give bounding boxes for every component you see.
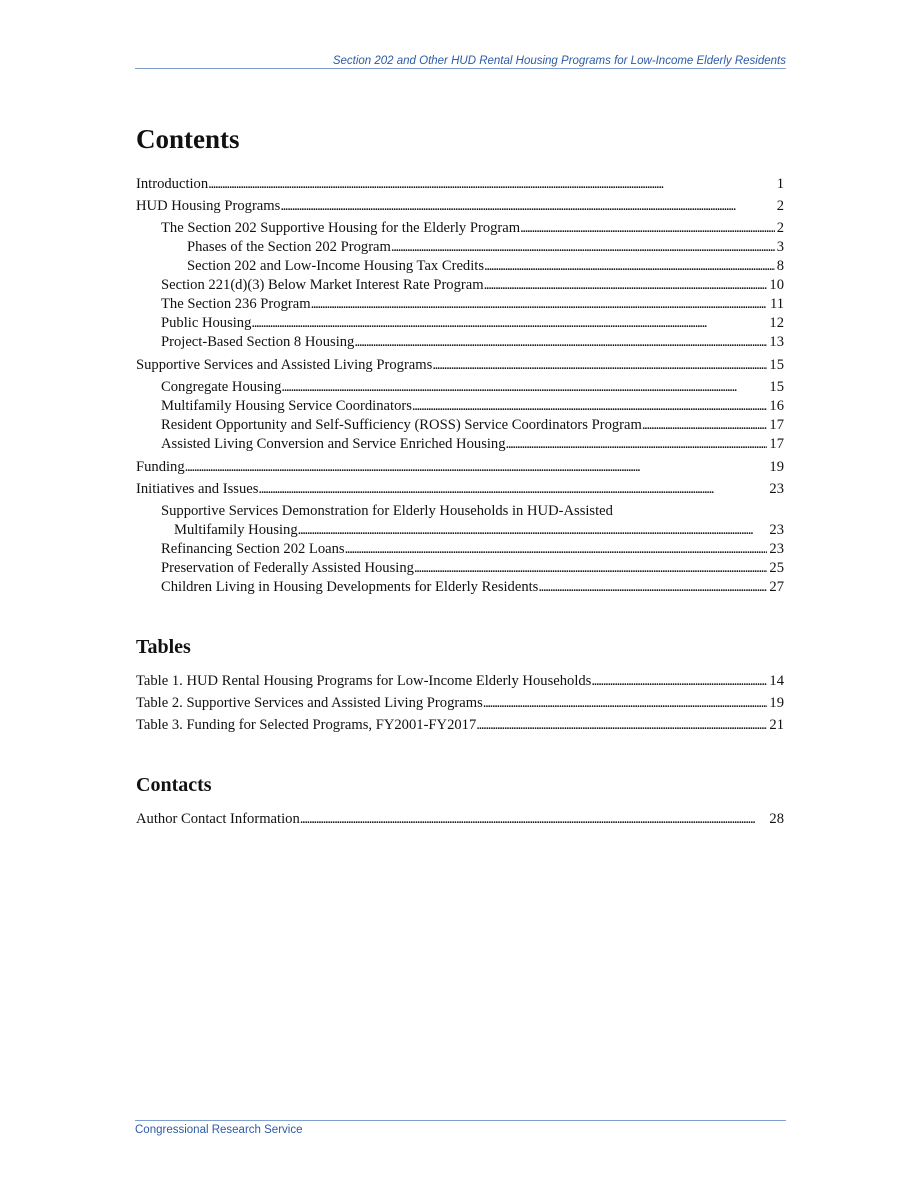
toc-entry-text: Assisted Living Conversion and Service Enriched Housing [161,436,506,452]
leader-dots [538,578,767,597]
toc-entry-service-coordinators[interactable] [161,397,784,416]
toc-entry-text: HUD Housing Programs [136,198,281,214]
toc-entry-section-236[interactable] [161,295,784,314]
leader-dots [345,540,768,559]
toc-entry-text: Multifamily Housing [174,522,298,538]
toc-entry-supportive-services-demo[interactable] [174,521,784,540]
toc-entry-text: Project-Based Section 8 Housing [161,334,355,350]
toc-entry-page: 1 [776,176,784,192]
toc-entry-text: Initiatives and Issues [136,481,259,497]
toc-entry-introduction[interactable] [136,175,784,194]
leader-dots [414,559,767,578]
tables-heading: Tables [136,636,191,658]
leader-dots [412,397,768,416]
toc-entry-page: 21 [769,717,784,733]
toc-entry-page: 19 [769,459,784,475]
toc-entry-page: 27 [769,579,784,595]
toc-entry-page: 12 [769,315,784,331]
toc-entry-page: 19 [769,695,784,711]
toc-entry-text: Supportive Services and Assisted Living Programs [136,357,433,373]
toc-entry-page: 15 [769,379,784,395]
toc-entry-page: 16 [769,398,784,414]
running-header: Section 202 and Other HUD Rental Housing Programs for Low-Income Elderly Residents [135,55,786,69]
toc-entry-text: Phases of the Section 202 Program [187,239,391,255]
leader-dots [300,810,768,829]
toc-entry-page: 8 [776,258,784,274]
toc-entry-page: 2 [776,198,784,214]
toc-entry-text: Table 3. Funding for Selected Programs, FY2001-FY2017 [136,717,477,733]
toc-entry-assisted-living-conversion[interactable] [161,435,784,454]
toc-entry-page: 23 [769,522,784,538]
toc-entry-text: Preservation of Federally Assisted Housing [161,560,414,576]
toc-entry-project-based-section-8[interactable] [161,333,784,352]
toc-entry-section-221d3[interactable] [161,276,784,295]
leader-dots [258,480,767,499]
footer-org-name: Congressional Research Service [135,1124,303,1136]
leader-dots [506,435,768,454]
toc-entry-preservation[interactable] [161,559,784,578]
leader-dots [391,238,775,257]
leader-dots [642,416,768,435]
leader-dots [520,219,775,238]
toc-entry-page: 14 [769,673,784,689]
toc-entry-text: Section 202 and Low-Income Housing Tax Credits [187,258,485,274]
toc-entry-text: The Section 236 Program [161,296,311,312]
toc-table-3[interactable] [136,716,784,735]
toc-entry-text: Funding [136,459,185,475]
leader-dots [354,333,767,352]
toc-entry-text: Table 1. HUD Rental Housing Programs for Low-Income Elderly Households [136,673,592,689]
leader-dots [208,175,775,194]
leader-dots [298,521,768,540]
toc-entry-page: 11 [769,296,784,312]
toc-entry-page: 23 [769,481,784,497]
toc-entry-text: Public Housing [161,315,252,331]
toc-entry-initiatives-issues[interactable] [136,480,784,499]
toc-entry-phases-section-202[interactable] [187,238,784,257]
toc-entry-text: Multifamily Housing Service Coordinators [161,398,412,414]
toc-entry-ross[interactable] [161,416,784,435]
contents-heading: Contents [136,124,240,154]
leader-dots [476,716,767,735]
toc-entry-supportive-services[interactable] [136,356,784,375]
leader-dots [483,694,768,713]
toc-entry-page: 17 [769,417,784,433]
leader-dots [484,257,775,276]
toc-entry-text: Resident Opportunity and Self-Sufficiency (ROSS) Service Coordinators Program [161,417,642,433]
toc-entry-supportive-services-demo-line1[interactable]: Supportive Services Demonstration for Elderly Households in HUD-Assisted [161,503,613,519]
toc-entry-section-202-tax-credits[interactable] [187,257,784,276]
leader-dots [251,314,767,333]
toc-entry-congregate-housing[interactable] [161,378,784,397]
toc-entry-page: 15 [769,357,784,373]
leader-dots [280,197,774,216]
toc-entry-page: 17 [769,436,784,452]
toc-entry-text: Section 221(d)(3) Below Market Interest Rate Program [161,277,484,293]
toc-entry-refinancing-202[interactable] [161,540,784,559]
leader-dots [185,458,768,477]
toc-entry-text: The Section 202 Supportive Housing for the Elderly Program [161,220,521,236]
toc-entry-page: 28 [769,811,784,827]
leader-dots [281,378,767,397]
toc-entry-section-202-program[interactable] [161,219,784,238]
toc-entry-children-living[interactable] [161,578,784,597]
toc-author-contact[interactable] [136,810,784,829]
page-footer [135,1120,786,1136]
leader-dots [311,295,768,314]
toc-entry-page: 13 [769,334,784,350]
toc-entry-text: Children Living in Housing Developments for Elderly Residents [161,579,539,595]
leader-dots [591,672,767,691]
toc-entry-text: Refinancing Section 202 Loans [161,541,345,557]
toc-entry-page: 25 [769,560,784,576]
leader-dots [432,356,767,375]
toc-entry-text: Introduction [136,176,209,192]
toc-entry-page: 2 [776,220,784,236]
toc-table-1[interactable] [136,672,784,691]
toc-entry-public-housing[interactable] [161,314,784,333]
toc-entry-funding[interactable] [136,458,784,477]
toc-entry-text: Author Contact Information [136,811,300,827]
toc-entry-hud-housing-programs[interactable] [136,197,784,216]
contacts-heading: Contacts [136,774,212,796]
leader-dots [484,276,768,295]
toc-table-2[interactable] [136,694,784,713]
toc-entry-page: 3 [776,239,784,255]
toc-entry-text: Table 2. Supportive Services and Assisted Living Programs [136,695,483,711]
toc-entry-page: 23 [769,541,784,557]
toc-entry-page: 10 [769,277,784,293]
toc-entry-text: Congregate Housing [161,379,282,395]
